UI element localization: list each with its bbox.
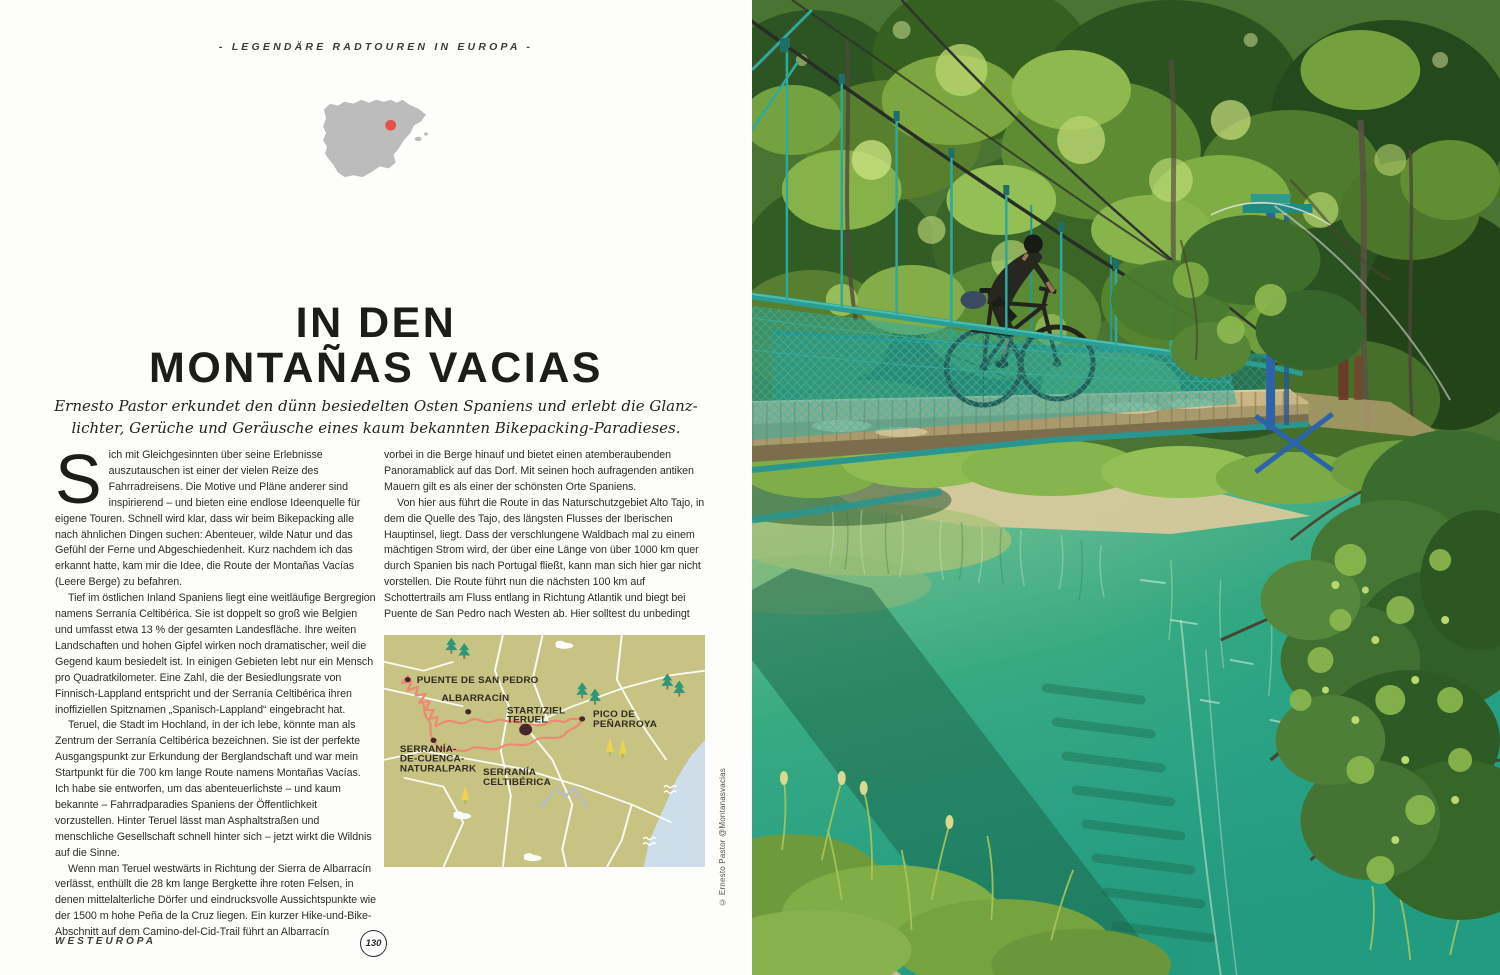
map-label-albarracin: ALBARRACÍN — [441, 692, 510, 703]
spain-locator-map — [312, 88, 440, 191]
body-paragraph: Tief im östlichen Inland Spaniens liegt eine weitläufige Bergregion namens Serranía Celtibérica. Sie ist doppelt so groß wie Belgien und umfasst etwa 13 % der gesamten Landesfläche. Ihre weiten Landschaften und hohen Gipfel wirken noch dramatischer, weil die Gegend kaum besiedelt ist. In einigen Gebieten lebt nur ein Mensch pro Quadratkilometer. Eine Zahl, die der Besiedlungsrate von Finnisch-Lappland entspricht und der Serranía Celtibérica ihren inoffiziellen Spitznamen „Spanisch-Lappland“ eingebracht hat. — [55, 592, 376, 716]
saddle-bag — [960, 291, 986, 309]
article-body — [55, 440, 705, 941]
tree-trunk — [1410, 150, 1412, 420]
body-paragraph: Wenn man Teruel westwärts in Richtung der Sierra de Albarracín verlässt, enthüllt die 28 km lange Bergkette ihre roten Felsen, in denen mittelalterliche Dörfer und eindrucksvolle Aussichtspunkte wie der 1500 m hohe Peña de la Cruz liegen. Ein kurzer Hike-und-Bike-Abschnitt auf dem Camino-del-Cid-Trail führt an Albarracín — [55, 862, 376, 939]
inset-route-map — [384, 635, 705, 867]
article-column-left — [55, 440, 376, 941]
rider-helmet — [1024, 235, 1043, 254]
body-paragraph: vorbei in die Berge hinauf und bietet einen atemberaubenden Panoramablick auf das Dorf. Mit seinen hoch aufragenden antiken Mauern gilt es als einer der schönsten Orte Spaniens. — [384, 449, 694, 493]
body-paragraph: Teruel, die Stadt im Hochland, in der ich lebe, könnte man als Zentrum der Serranía Celtibérica bezeichnen. Sie ist der perfekte Ausgangspunkt zur Erkundung der Berglandschaft und war mein Startpunkt für die 700 km lange Route namens Montañas Vacías. Ich habe sie entworfen, um das abenteuerlichste – und kaum bekannte – Fahrradparadies Spaniens der Öffentlichkeit vorzustellen. Hinter Teruel lässt man Asphaltstraßen und menschliche Gesellschaft schnell hinter sich – jetzt wirkt die Wildnis auf die Sinne. — [55, 719, 372, 859]
title-line-1: IN DEN — [295, 299, 457, 347]
spain-silhouette — [312, 88, 440, 186]
bridge-photo-svg — [752, 0, 1500, 975]
bridge-photo — [752, 0, 1500, 975]
page-number: 130 — [365, 938, 382, 949]
map-label-startziel: START/ZIEL — [506, 704, 566, 716]
subtitle-line-2: lichter, Gerüche und Geräusche eines kaum bekannten Bikepacking-Paradieses. — [71, 419, 681, 437]
title-line-2: MONTAÑAS VACIAS — [149, 344, 603, 392]
series-kicker: - LEGENDÄRE RADTOUREN IN EUROPA - — [218, 41, 534, 53]
body-paragraph: Sich mit Gleichgesinnten über seine Erlebnisse auszutauschen ist einer der vielen Reize des Fahrradreisens. Die Motive und Pläne anderer sind inspirierend – und bieten eine endlose Ideenquelle für eigene Touren. Schnell wird klar, dass wir beim Bikepacking alle nach ähnlichen Dingen suchen: Abenteuer, wilde Natur und das Gefühl der Ferne und Abgeschiedenheit. Kurz nachdem ich das erkannt hatte, kam mir die Idee, die Route der Montañas Vacías (Leere Berge) zu befahren. — [55, 440, 361, 589]
subtitle-line-1: Ernesto Pastor erkundet den dünn besiedelten Osten Spaniens und erlebt die Glanz- — [54, 397, 698, 415]
map-label-teruel: TERUEL — [506, 713, 548, 725]
map-label-puente: PUENTE DE SAN PEDRO — [416, 674, 539, 686]
map-label-celtiberica-1: SERRANÍA — [483, 766, 537, 777]
drop-cap: S — [55, 440, 102, 518]
route-map-svg — [384, 635, 705, 867]
article-title — [0, 301, 752, 391]
map-label-cuenca-2: DE-CUENCA- — [399, 753, 465, 764]
map-label-pico-2: PEÑARROYA — [593, 718, 658, 729]
map-label-pico-1: PICO DE — [593, 708, 636, 719]
photo-credit: © Ernesto Pastor @Montanasvacias — [718, 768, 727, 907]
body-paragraph: Von hier aus führt die Route in das Naturschutzgebiet Alto Tajo, in dem die Quelle des Tajo, des längsten Flusses der Iberischen Hauptinsel, liegt. Dass der verschlungene Waldbach mal zu einem mächtigen Strom wird, der über eine Länge von über 1000 km quer durch Spanien bis nach Portugal fließt, kann man sich hier gar nicht vorstellen. Die Route führt nun die nächsten 100 km auf Schottertrails am Fluss entlang in Richtung Atlantik und biegt bei Puente de San Pedro nach Westen ab. Hier solltest du unbedingt — [384, 496, 705, 621]
article-column-right — [384, 448, 705, 941]
map-label-celtiberica-2: CELTIBÉRICA — [483, 776, 551, 787]
article-subtitle — [0, 395, 752, 439]
footer-section-label: WESTEUROPA — [55, 936, 156, 947]
page-number-badge — [360, 930, 387, 957]
map-label-cuenca-1: SERRANÍA- — [399, 743, 457, 754]
route-region-dot — [385, 120, 396, 131]
map-label-cuenca-3: NATURALPARK — [399, 762, 477, 774]
